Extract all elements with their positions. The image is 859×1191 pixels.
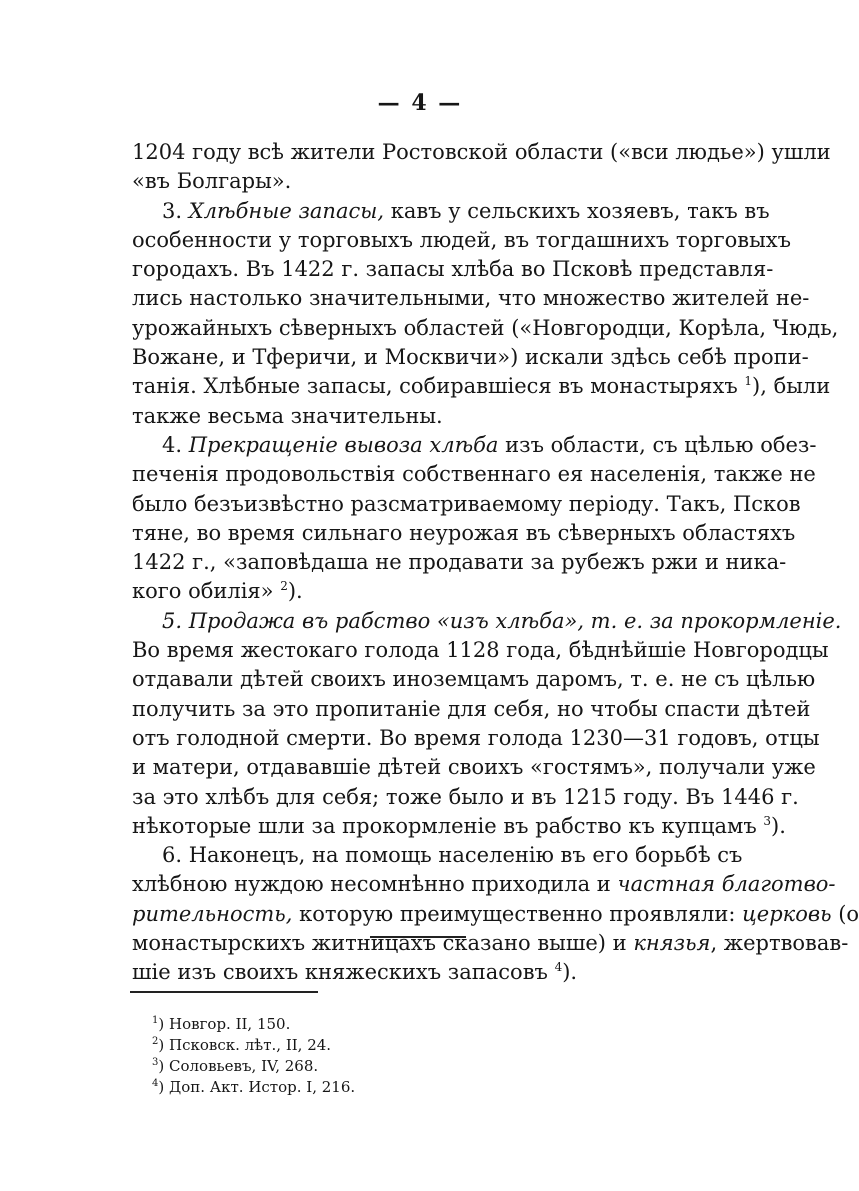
text-line: нѣкоторые шли за прокормленіе въ рабство къ купцамъ $^3$). bbox=[132, 813, 786, 838]
footnote-ref: 3 bbox=[763, 813, 772, 828]
text-line: урожайныхъ сѣверныхъ областей («Новгородци, Корѣла, Чюдь, bbox=[132, 315, 839, 340]
text-line: особенности у торговыхъ людей, въ тогдашнихъ торговыхъ bbox=[132, 227, 791, 252]
emphasis: рительность, bbox=[132, 901, 293, 926]
text-line: шіе изъ своихъ княжескихъ запасовъ $^4$). bbox=[132, 960, 578, 985]
footnote-ref: 1 bbox=[744, 374, 753, 389]
text-line: тяне, во время сильнаго неурожая въ сѣверныхъ областяхъ bbox=[132, 520, 796, 545]
paragraph-number: 4. bbox=[162, 432, 183, 457]
text-line: хлѣбною нуждою несомнѣнно приходила и частная благотво- bbox=[132, 872, 836, 897]
text-line: отдавали дѣтей своихъ иноземцамъ даромъ, т. е. не съ цѣлью bbox=[132, 667, 816, 692]
text-line: лись настолько значительными, что множество жителей не- bbox=[132, 286, 810, 311]
emphasis: частная благотво- bbox=[617, 872, 836, 897]
main-text bbox=[132, 138, 859, 988]
footnote-ref: 4 bbox=[554, 960, 563, 975]
text-line: за это хлѣбъ для себя; тоже было и въ 1215 году. Въ 1446 г. bbox=[132, 784, 799, 809]
paragraph-title: Хлѣбные запасы, bbox=[188, 198, 384, 223]
footnote: $^4$) Доп. Акт. Истор. I, 216. bbox=[152, 1078, 356, 1096]
footnote: $^2$) Псковск. лѣт., II, 24. bbox=[152, 1036, 332, 1054]
emphasis: князья bbox=[633, 931, 711, 956]
text-line: Вожане, и Тферичи, и Москвичи») искали здѣсь себѣ пропи- bbox=[132, 345, 809, 370]
text-line: отъ голодной смерти. Во время голода 1230—31 годовъ, отцы bbox=[132, 725, 820, 750]
text-line: также весьма значительны. bbox=[132, 403, 443, 428]
paragraph-6-line: 6. Наконецъ, на помощь населенію въ его борьбѣ съ bbox=[162, 843, 743, 868]
footnote-rule bbox=[130, 991, 318, 993]
text-line: рительность, которую преимущественно проявляли: церковь (о bbox=[132, 901, 859, 926]
paragraph-title: Прекращеніе вывоза хлѣба bbox=[188, 432, 499, 457]
text-line: Во время жестокаго голода 1128 года, бѣднѣйшіе Новгородцы bbox=[132, 638, 829, 663]
text-line: 1204 году всѣ жители Ростовской области («вси людье») ушли bbox=[132, 140, 831, 164]
text-line: и матери, отдававшіе дѣтей своихъ «гостямъ», получали уже bbox=[132, 755, 816, 780]
text-line: танія. Хлѣбные запасы, собиравшіеся въ монастыряхъ $^1$), были bbox=[132, 374, 831, 399]
paragraph-5-heading bbox=[132, 607, 842, 636]
text-line: монастырскихъ житницахъ сказано выше) и князья, жертвовав- bbox=[132, 931, 849, 956]
footnote-ref: 2 bbox=[280, 579, 288, 594]
text-line: было безъизвѣстно разсматриваемому періоду. Такъ, Псков bbox=[132, 491, 801, 516]
paragraph-3-line: 3. Хлѣбные запасы, кавъ у сельскихъ хозяевъ, такъ въ bbox=[162, 198, 770, 223]
page-number: — 4 — bbox=[377, 90, 463, 116]
footnote: $^1$) Новгор. II, 150. bbox=[152, 1015, 291, 1033]
footnote: $^3$) Соловьевъ, IV, 268. bbox=[152, 1057, 319, 1075]
footnotes bbox=[152, 1014, 355, 1098]
paragraph-title: 5. Продажа въ рабство «изъ хлѣба», т. е. за прокормленіе. bbox=[162, 608, 842, 633]
text-line: городахъ. Въ 1422 г. запасы хлѣба во Псковѣ представля- bbox=[132, 257, 774, 282]
section-separator bbox=[370, 936, 466, 938]
text-line: кого обилія» $^2$). bbox=[132, 579, 303, 604]
emphasis: церковь bbox=[742, 901, 832, 926]
paragraph-4-line: 4. Прекращеніе вывоза хлѣба изъ области, съ цѣлью обез- bbox=[162, 432, 817, 457]
paragraph-number: 3. bbox=[162, 198, 183, 223]
text-line: печенія продовольствія собственнаго ея населенія, также не bbox=[132, 462, 816, 487]
text-line: получить за это пропитаніе для себя, но чтобы спасти дѣтей bbox=[132, 696, 811, 721]
text-line: 1422 г., «заповѣдаша не продавати за рубежъ ржи и ника- bbox=[132, 550, 787, 575]
text-line: «въ Болгары». bbox=[132, 169, 292, 194]
